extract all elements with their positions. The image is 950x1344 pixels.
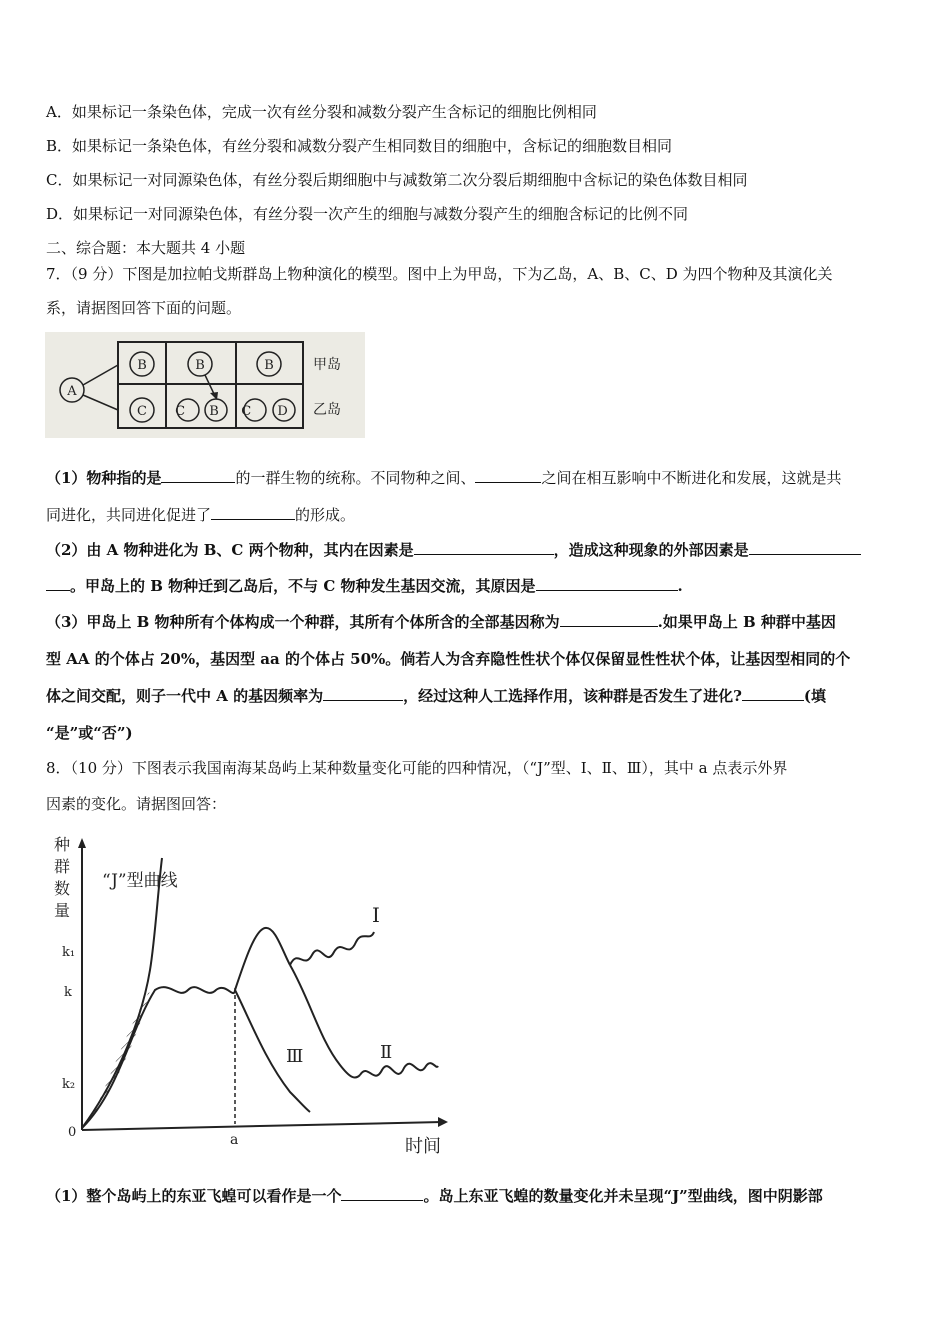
bottom-species-3: C D bbox=[241, 404, 299, 419]
option-c: C．如果标记一对同源染色体，有丝分裂后期细胞中与减数第二次分裂后期细胞中含标记的染色体数目相同 bbox=[46, 171, 748, 189]
y-axis-label-4: 量 bbox=[54, 901, 71, 920]
island-yi-label: 乙岛 bbox=[313, 402, 341, 418]
q8-stem-line2: 因素的变化。请据图回答： bbox=[46, 795, 227, 813]
q7-part2-line2: 。甲岛上的 B 物种迁到乙岛后，不与 C 物种发生基因交流，其原因是 . bbox=[46, 576, 906, 596]
option-a: A．如果标记一条染色体，完成一次有丝分裂和减数分裂产生含标记的细胞比例相同 bbox=[46, 103, 597, 121]
section-heading: 二、综合题：本大题共 4 小题 bbox=[46, 239, 246, 257]
species-a-label: A bbox=[67, 384, 77, 399]
bottom-species-2: C B bbox=[175, 404, 229, 419]
top-species-3: B bbox=[264, 358, 274, 373]
island-model-figure bbox=[45, 332, 365, 438]
q8-stem-line1: 8．（10 分）下图表示我国南海某岛屿上某种数量变化可能的四种情况，（“J”型、Ⅰ、Ⅱ、Ⅲ），其中 a 点表示外界 bbox=[46, 759, 788, 777]
origin-label: 0 bbox=[68, 1125, 77, 1140]
j-curve-label: “J”型曲线 bbox=[102, 871, 178, 891]
curve-iii-label: Ⅲ bbox=[286, 1046, 304, 1067]
option-d: D．如果标记一对同源染色体，有丝分裂一次产生的细胞与减数分裂产生的细胞含标记的比例不同 bbox=[46, 205, 689, 223]
curve-i-label: Ⅰ bbox=[372, 903, 380, 927]
k1-label: k₁ bbox=[62, 945, 76, 960]
top-species-1: B bbox=[137, 358, 147, 373]
y-axis-label-1: 种 bbox=[54, 835, 71, 854]
q7-part3-line2: 型 AA 的个体占 20%，基因型 aa 的个体占 50%。倘若人为含弃隐性性状个体仅保留显性性状个体，让基因型相同的个 bbox=[46, 650, 851, 668]
q7-part1-line2: 同进化，共同进化促进了 的形成。 bbox=[46, 506, 356, 524]
q7-part2-line1: （2）由 A 物种进化为 B、C 两个物种，其内在因素是 ，造成这种现象的外部因素是 bbox=[46, 540, 906, 560]
j-curve bbox=[82, 858, 162, 1128]
curve-i bbox=[235, 928, 290, 990]
q7-part3-line3: 体之间交配，则子一代中 A 的基因频率为 ，经过这种人工选择作用，该种群是否发生了进化? (填 bbox=[46, 687, 826, 705]
s-curve bbox=[82, 987, 235, 1128]
q7-part3-line1: （3）甲岛上 B 物种所有个体构成一个种群，其所有个体所含的全部基因称为 .如果甲岛上 B 种群中基因 bbox=[46, 613, 836, 631]
island-jia-label: 甲岛 bbox=[313, 357, 341, 373]
k-label: k bbox=[64, 985, 72, 1000]
q7-stem-line2: 系，请据图回答下面的问题。 bbox=[46, 299, 242, 317]
q7-part3-line4: “是”或“否”) bbox=[46, 724, 133, 742]
population-curve-figure bbox=[50, 830, 460, 1160]
q8-part1-line1: （1）整个岛屿上的东亚飞蝗可以看作是一个 。岛上东亚飞蝗的数量变化并未呈现“J”型曲线，图中阴影部 bbox=[46, 1187, 823, 1205]
q7-stem-line1: 7．（9 分）下图是加拉帕戈斯群岛上物种演化的模型。图中上为甲岛，下为乙岛，A、B、C、D 为四个物种及其演化关 bbox=[46, 265, 833, 283]
y-axis-label-3: 数 bbox=[54, 879, 71, 898]
curve-ii-label: Ⅱ bbox=[380, 1042, 393, 1063]
a-mark-label: a bbox=[230, 1132, 239, 1148]
bottom-species-1: C bbox=[137, 404, 147, 419]
y-axis-label-2: 群 bbox=[54, 857, 71, 876]
option-b: B．如果标记一条染色体，有丝分裂和减数分裂产生相同数目的细胞中，含标记的细胞数目相同 bbox=[46, 137, 673, 155]
x-axis-label: 时间 bbox=[405, 1136, 441, 1157]
q7-part1-line1: （1）物种指的是 的一群生物的统称。不同物种之间、 之间在相互影响中不断进化和发展，这就是共 bbox=[46, 469, 842, 487]
k2-label: k₂ bbox=[62, 1077, 76, 1092]
top-species-2: B bbox=[195, 358, 205, 373]
